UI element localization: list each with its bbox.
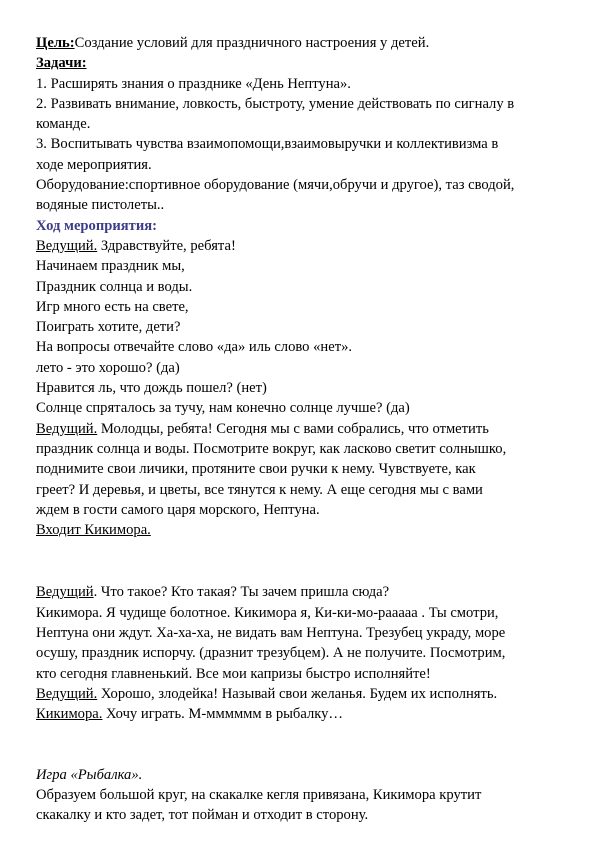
- kikimora-line: Кикимора. Я чудище болотное. Кикимора я, Ки-ки-мо-раааaa . Ты смотри,: [36, 604, 499, 621]
- poem-line: На вопросы отвечайте слово «да» иль слово «нет».: [36, 339, 353, 356]
- game-line: Образуем большой круг, на скакалке кегля привязана, Кикимора крутит: [36, 786, 482, 803]
- poem-line: Игр много есть на свете,: [36, 298, 189, 315]
- kikimora-line: кто сегодня главненький. Все мои капризы быстро исполняйте!: [36, 665, 431, 682]
- course-heading: Ход мероприятия:: [36, 217, 157, 234]
- task-item: 1. Расширять знания о празднике «День Нептуна».: [36, 75, 351, 92]
- tasks-label: Задачи:: [36, 55, 87, 72]
- game-line: скакалку и кто задет, тот пойман и отходит в сторону.: [36, 807, 369, 824]
- host-greeting-line: [36, 236, 566, 256]
- game-title: Игра «Рыбалка».: [36, 766, 143, 783]
- kikimora-line: осушу, праздник испорчу. (дразнит трезубцем). А не получите. Посмотрим,: [36, 645, 506, 662]
- task-item: 3. Воспитывать чувства взаимопомощи,взаимовыручки и коллективизма в: [36, 136, 499, 153]
- host-question-line: [36, 582, 566, 602]
- kikimora-line: Нептуна они ждут. Ха-ха-ха, не видать вам Нептуна. Трезубец украду, море: [36, 625, 506, 642]
- task-item: ходе мероприятия.: [36, 156, 152, 173]
- equipment-line: Оборудование:спортивное оборудование (мячи,обручи и другое), таз сводой,: [36, 177, 515, 194]
- speaker-host: Ведущий.: [36, 685, 98, 702]
- goal-line: [36, 33, 566, 53]
- kikimora-reply-line: [36, 704, 566, 724]
- host-speech-line: [36, 419, 566, 439]
- speaker-host: Ведущий: [36, 584, 94, 601]
- poem-line: Поиграть хотите, дети?: [36, 319, 181, 336]
- host-question: . Что такое? Кто такая? Ты зачем пришла сюда?: [93, 584, 390, 601]
- poem-line: лето - это хорошо? (да): [36, 359, 180, 376]
- host-greeting: Здравствуйте, ребята!: [97, 237, 236, 254]
- speech-line: праздник солнца и воды. Посмотрите вокруг, как ласково светит солнышко,: [36, 440, 507, 457]
- host-speech-first: Молодцы, ребята! Сегодня мы с вами собрались, что отметить: [97, 420, 489, 437]
- poem-line: Нравится ль, что дождь пошел? (нет): [36, 380, 267, 397]
- poem-line: Солнце спряталось за тучу, нам конечно солнце лучше? (да): [36, 400, 410, 417]
- speech-line: поднимите свои личики, протяните свои ручки к нему. Чувствуете, как: [36, 461, 476, 478]
- speech-line: ждем в гости самого царя морского, Нептуна.: [36, 501, 320, 518]
- goal-label: Цель:: [36, 35, 75, 51]
- document-page: [36, 33, 566, 825]
- task-item: 2. Развивать внимание, ловкость, быстроту, умение действовать по сигналу в: [36, 95, 515, 112]
- stage-direction: Входит Кикимора.: [36, 522, 151, 539]
- task-item: команде.: [36, 116, 91, 133]
- host-reply-line: [36, 684, 566, 704]
- poem-line: Начинаем праздник мы,: [36, 258, 185, 275]
- speech-line: греет? И деревья, и цветы, все тянутся к нему. А еще сегодня мы с вами: [36, 481, 483, 498]
- goal-text: Создание условий для праздничного настроения у детей.: [74, 35, 430, 51]
- speaker-host: Ведущий.: [36, 237, 98, 254]
- equipment-line: водяные пистолеты..: [36, 197, 165, 214]
- poem-line: Праздник солнца и воды.: [36, 278, 193, 295]
- speaker-host: Ведущий.: [36, 420, 98, 437]
- kikimora-reply: Хочу играть. М-мммммм в рыбалку…: [102, 706, 344, 723]
- speaker-kikimora: Кикимора.: [36, 706, 103, 723]
- host-reply: Хорошо, злодейка! Называй свои желанья. Будем их исполнять.: [97, 685, 498, 702]
